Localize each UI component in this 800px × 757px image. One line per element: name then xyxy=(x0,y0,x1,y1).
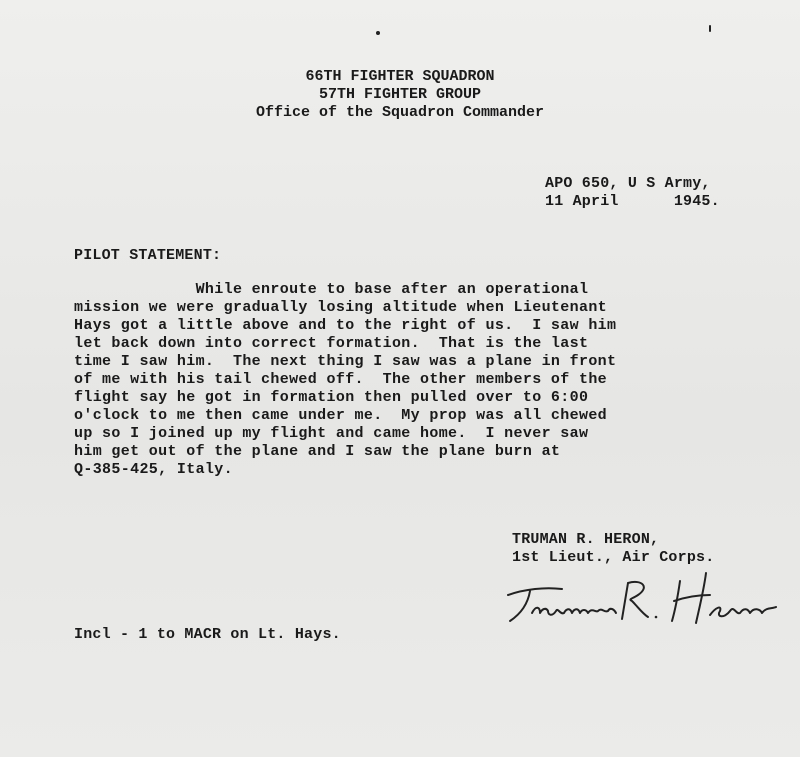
letterhead-squadron: 66TH FIGHTER SQUADRON xyxy=(305,68,495,85)
ink-speck xyxy=(376,31,380,35)
statement-line: up so I joined up my flight and came home. I never saw xyxy=(74,425,589,442)
ink-speck xyxy=(709,25,711,32)
statement-line: let back down into correct formation. That is the last xyxy=(74,335,589,352)
dateline-date: 11 April 1945. xyxy=(545,193,720,210)
enclosure-note: Incl - 1 to MACR on Lt. Hays. xyxy=(74,626,341,643)
letterhead-office: Office of the Squadron Commander xyxy=(255,104,545,121)
handwritten-signature xyxy=(500,565,785,635)
statement-line: Q-385-425, Italy. xyxy=(74,461,233,478)
statement-line: of me with his tail chewed off. The other members of the xyxy=(74,371,608,388)
dateline-apo: APO 650, U S Army, xyxy=(545,175,711,192)
signer-rank: 1st Lieut., Air Corps. xyxy=(512,549,715,566)
statement-line: him get out of the plane and I saw the plane burn at xyxy=(74,443,561,460)
statement-line: o'clock to me then came under me. My prop was all chewed xyxy=(74,407,608,424)
signer-name: TRUMAN R. HERON, xyxy=(512,531,660,548)
statement-line: mission we were gradually losing altitude when Lieutenant xyxy=(74,299,608,316)
pilot-statement-heading: PILOT STATEMENT: xyxy=(74,247,222,264)
statement-line: Hays got a little above and to the right of us. I saw him xyxy=(74,317,617,334)
statement-line: flight say he got in formation then pulled over to 6:00 xyxy=(74,389,589,406)
statement-line: While enroute to base after an operational xyxy=(74,281,589,298)
letterhead-group: 57TH FIGHTER GROUP xyxy=(318,86,482,103)
statement-line: time I saw him. The next thing I saw was a plane in front xyxy=(74,353,617,370)
